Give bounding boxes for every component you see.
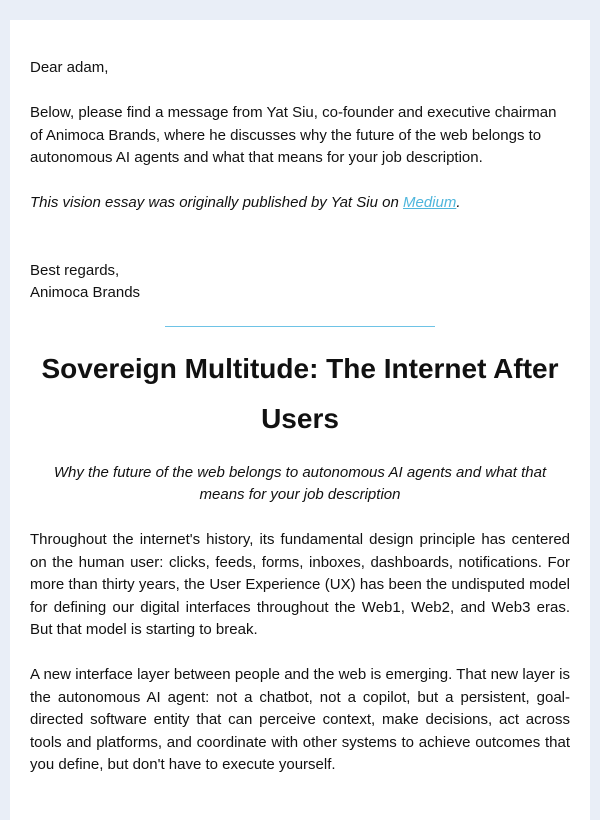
sender-name: Animoca Brands (30, 284, 141, 301)
publication-note (30, 192, 570, 215)
divider (165, 326, 435, 327)
article-title: Sovereign Multitude: The Internet After Users (41, 352, 559, 434)
closing: Best regards, (30, 261, 120, 279)
article-paragraph: A new interface layer between people and the web is emerging. That new layer is the autonomous AI agent: not a chatbot, not a copilot, but a persistent, goal-directed software entity that can perceive context, make decisions, act across tools and platforms, and coordinate with other systems to achieve outcomes that you define, but don't have to execute yourself. (30, 666, 570, 773)
article-subtitle: Why the future of the web belongs to autonomous AI agents and what that means for your job description (53, 463, 547, 503)
greeting: Dear adam, (30, 59, 109, 76)
email-card (10, 20, 590, 820)
note-suffix: . (456, 194, 461, 211)
medium-link[interactable]: Medium (402, 194, 457, 211)
article-paragraph: Throughout the internet's history, its fundamental design principle has centered on the human user: clicks, feeds, forms, inboxes, dashboards, notifications. For more than thirty years, the User Experience (UX) has been the undisputed model for defining our digital interfaces throughout the Web1, Web2, and Web3 eras. But that model is starting to break. (30, 531, 570, 638)
note-prefix: This vision essay was originally published by Yat Siu on (30, 194, 403, 211)
intro-paragraph: Below, please find a message from Yat Siu, co-founder and executive chairman of Animoca Brands, where he discusses why the future of the web belongs to autonomous AI agents and what that means for your job description. (30, 104, 557, 166)
email-content (10, 20, 590, 777)
